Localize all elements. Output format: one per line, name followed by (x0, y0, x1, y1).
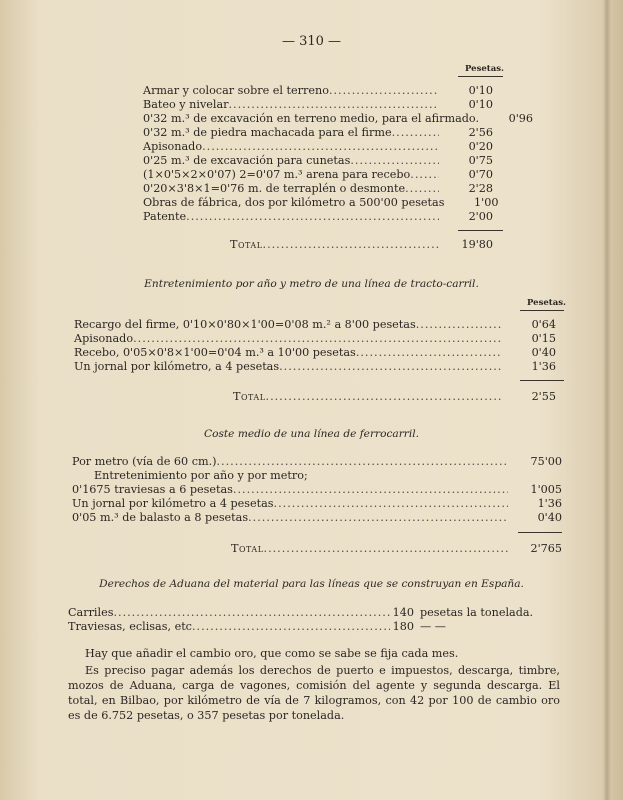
table2-row: Apisonado ..... 0'15 (74, 332, 556, 346)
table2-total-row: Total ..... 2'55 (233, 390, 556, 404)
page-fold-shadow (603, 0, 611, 800)
page-number: — 310 — (281, 34, 342, 49)
table3-row: 0'1675 traviesas a 6 pesetas ..... 1'005 (72, 483, 562, 497)
paragraph-port-fees: Es preciso pagar además los derechos de puerto e impuestos, descarga, timbre, mozos de Aduana, carga de vagones, comisión del agente y segunda descarga. El total, en Bilbao, por kilómetro de vía de 7 kilogramos, con 42 por 100 de cambio oro es de 6.752 pesetas, o 357 pesetas por tonelada. (68, 664, 560, 722)
table2-header-rule (520, 310, 564, 311)
table1-header-rule (458, 76, 503, 77)
table1-row: Obras de fábrica, dos por kilómetro a 500'00 pesetas 1'00 (143, 196, 499, 209)
table3-row: Entretenimiento por año y por metro; (94, 469, 308, 482)
table3-row: Un jornal por kilómetro a 4 pesetas ..... 1'36 (72, 497, 562, 511)
table3-total-rule (518, 532, 562, 533)
table2-row: Un jornal por kilómetro, a 4 pesetas ..... 1'36 (74, 360, 556, 374)
section-heading-maintenance: Entretenimiento por año y metro de una línea de tracto-carril. (144, 278, 479, 290)
table1-total-rule (458, 230, 503, 231)
table3-row: 0'05 m.³ de balasto a 8 pesetas ..... 0'40 (72, 511, 562, 525)
duties-row: Traviesas, eclisas, etc ..... 180 — — (68, 620, 560, 634)
duties-row: Carriles ..... 140 pesetas la tonelada. (68, 606, 560, 620)
table1-row: 0'32 m.³ de piedra machacada para el firme ..... 2'56 (143, 126, 493, 140)
table1-total-row: Total ..... 19'80 (230, 238, 493, 252)
table1-row: Armar y colocar sobre el terreno ..... 0'10 (143, 84, 493, 98)
table1-row: Apisonado ..... 0'20 (143, 140, 493, 154)
table1-column-header: Pesetas. (465, 64, 504, 74)
table1-row: Bateo y nivelar ..... 0'10 (143, 98, 493, 112)
section-heading-average-cost: Coste medio de una línea de ferrocarril. (204, 428, 419, 440)
table1-row: 0'25 m.³ de excavación para cunetas ..... 0'75 (143, 154, 493, 168)
paragraph-gold-exchange: Hay que añadir el cambio oro, que como se sabe se fija cada mes. (85, 647, 459, 660)
table3-row: Por metro (vía de 60 cm.) ..... 75'00 (72, 455, 562, 469)
table2-row: Recebo, 0'05×0'8×1'00=0'04 m.³ a 10'00 pesetas ..... 0'40 (74, 346, 556, 360)
table1-row: 0'20×3'8×1=0'76 m. de terraplén o desmonte ..... 2'28 (143, 182, 493, 196)
table2-row: Recargo del firme, 0'10×0'80×1'00=0'08 m.² a 8'00 pesetas ..... 0'64 (74, 318, 556, 332)
section-heading-customs-duties: Derechos de Aduana del material para las líneas que se construyan en España. (99, 578, 524, 590)
table1-row: Patente ..... 2'00 (143, 210, 493, 224)
table1-row: (1×0'5×2×0'07) 2=0'07 m.³ arena para recebo ..... 0'70 (143, 168, 493, 182)
table2-total-rule (520, 380, 564, 381)
table3-total-row: Total ..... 2'765 (231, 542, 562, 556)
table1-row: 0'32 m.³ de excavación en terreno medio, para el afirmado. 0'96 (143, 112, 534, 125)
table2-column-header: Pesetas. (527, 298, 566, 308)
